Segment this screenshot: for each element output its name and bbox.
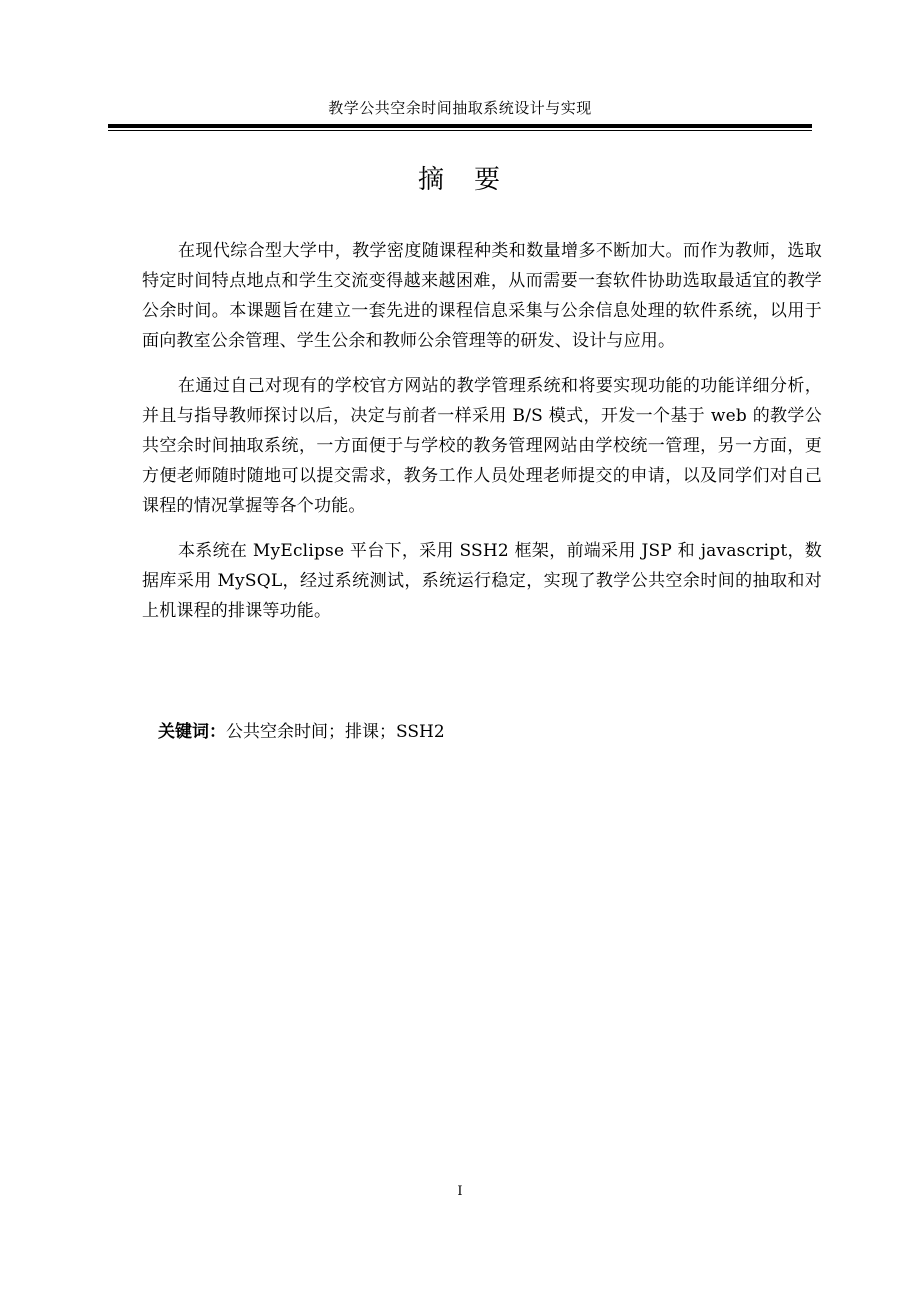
abstract-paragraph-2: 在通过自己对现有的学校官方网站的教学管理系统和将要实现功能的功能详细分析，并且与指导教师探讨以后，决定与前者一样采用 B/S 模式，开发一个基于 web 的教学公共空余时间抽取系统，一方面便于与学校的教务管理网站由学校统一管理，另一方面，更方便老师随时随地可以提交需求，教务工作人员处理老师提交的申请，以及同学们对自己课程的情况掌握等各个功能。: [142, 376, 822, 516]
abstract-heading: 摘 要: [417, 165, 502, 195]
keywords-label: 关键词：: [158, 722, 226, 742]
keywords-line: [158, 717, 445, 747]
running-header: 教学公共空余时间抽取系统设计与实现: [328, 99, 592, 117]
abstract-body: [142, 236, 822, 641]
abstract-paragraph-1: 在现代综合型大学中，教学密度随课程种类和数量增多不断加大。而作为教师，选取特定时间特点地点和学生交流变得越来越困难，从而需要一套软件协助选取最适宜的教学公余时间。本课题旨在建立一套先进的课程信息采集与公余信息处理的软件系统，以用于面向教室公余管理、学生公余和教师公余管理等的研发、设计与应用。: [142, 241, 822, 351]
keywords-value: 公共空余时间；排课；SSH2: [226, 722, 445, 742]
header-rule-thin: [108, 130, 812, 131]
abstract-paragraph-3: 本系统在 MyEclipse 平台下，采用 SSH2 框架，前端采用 JSP 和 javascript，数据库采用 MySQL，经过系统测试，系统运行稳定，实现了教学公共空余时间的抽取和对上机课程的排课等功能。: [142, 541, 822, 621]
header-rule-thick: [108, 124, 812, 128]
page-number: I: [457, 1184, 463, 1199]
